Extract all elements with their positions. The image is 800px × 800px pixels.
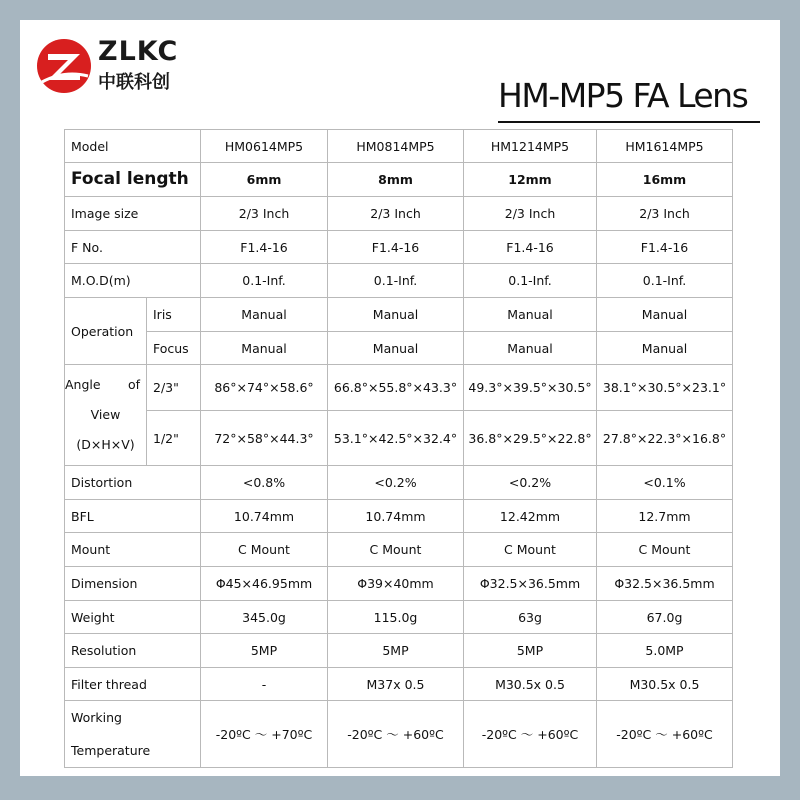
row-label: Image size (65, 197, 201, 231)
angle-label-view: View (90, 407, 121, 422)
table-row-working-temperature (65, 701, 733, 768)
table-cell: 0.1-Inf. (328, 264, 464, 298)
row-label: Weight (65, 601, 201, 634)
table-cell: <0.8% (201, 466, 328, 500)
table-cell: 67.0g (597, 601, 733, 634)
table-cell: Φ45×46.95mm (201, 567, 328, 601)
angle-label-dhv: (D×H×V) (76, 437, 135, 452)
table-cell: Manual (464, 332, 597, 365)
table-row-resolution (65, 634, 733, 668)
table-cell: 6mm (201, 163, 328, 197)
table-row-focus (65, 332, 733, 365)
table-cell: M30.5x 0.5 (597, 668, 733, 701)
row-label: Mount (65, 533, 201, 567)
table-cell: 66.8°×55.8°×43.3° (328, 365, 464, 411)
table-row-focal (65, 163, 733, 197)
row-label: Focal length (65, 163, 201, 197)
table-row-filter (65, 668, 733, 701)
table-cell: 36.8°×29.5°×22.8° (464, 411, 597, 466)
table-cell: 0.1-Inf. (201, 264, 328, 298)
table-cell: 63g (464, 601, 597, 634)
table-row-iris (65, 298, 733, 332)
table-cell: F1.4-16 (328, 231, 464, 264)
angle-label-of: of (127, 377, 140, 392)
table-cell: <0.2% (328, 466, 464, 500)
row-label: Filter thread (65, 668, 201, 701)
table-cell: 5MP (464, 634, 597, 668)
table-cell: 12.42mm (464, 500, 597, 533)
table-cell: -20ºC ～ +60ºC (464, 701, 597, 768)
table-cell: 16mm (597, 163, 733, 197)
table-cell: M30.5x 0.5 (464, 668, 597, 701)
row-label: Distortion (65, 466, 201, 500)
table-cell: HM1614MP5 (597, 130, 733, 163)
table-row-mount (65, 533, 733, 567)
table-cell: 5MP (201, 634, 328, 668)
table-cell: 12mm (464, 163, 597, 197)
row-label: Model (65, 130, 201, 163)
table-cell: 115.0g (328, 601, 464, 634)
sub-label: Iris (147, 298, 201, 332)
table-cell: 5MP (328, 634, 464, 668)
table-cell: Φ32.5×36.5mm (464, 567, 597, 601)
table-cell: Manual (328, 298, 464, 332)
table-cell: - (201, 668, 328, 701)
spec-sheet (20, 20, 780, 776)
table-cell: 10.74mm (328, 500, 464, 533)
angle-label-word: Angle (65, 377, 101, 392)
row-label: Operation (65, 298, 147, 365)
row-label: BFL (65, 500, 201, 533)
table-cell: M37x 0.5 (328, 668, 464, 701)
table-cell: C Mount (597, 533, 733, 567)
working-label-line1: Working (71, 710, 122, 725)
row-label: F No. (65, 231, 201, 264)
table-cell: 2/3 Inch (201, 197, 328, 231)
table-cell: C Mount (464, 533, 597, 567)
sub-label: 1/2" (147, 411, 201, 466)
table-cell: 49.3°×39.5°×30.5° (464, 365, 597, 411)
table-cell: 38.1°×30.5°×23.1° (597, 365, 733, 411)
table-cell: 72°×58°×44.3° (201, 411, 328, 466)
table-cell: 12.7mm (597, 500, 733, 533)
table-cell: -20ºC ～ +70ºC (201, 701, 328, 768)
table-row-distortion (65, 466, 733, 500)
table-cell: F1.4-16 (201, 231, 328, 264)
table-row-angle-23 (65, 365, 733, 411)
table-cell: <0.2% (464, 466, 597, 500)
table-row-weight (65, 601, 733, 634)
table-row-image-size (65, 197, 733, 231)
table-cell: -20ºC ～ +60ºC (597, 701, 733, 768)
table-row-model (65, 130, 733, 163)
table-cell: 2/3 Inch (597, 197, 733, 231)
table-cell: 345.0g (201, 601, 328, 634)
table-row-angle-12 (65, 411, 733, 466)
table-cell: C Mount (201, 533, 328, 567)
brand-logo (34, 36, 204, 96)
row-label: Resolution (65, 634, 201, 668)
table-cell: Manual (201, 332, 328, 365)
table-cell: 10.74mm (201, 500, 328, 533)
zlkc-logo-icon (34, 36, 94, 96)
table-row-bfl (65, 500, 733, 533)
sub-label: 2/3" (147, 365, 201, 411)
table-cell: Φ39×40mm (328, 567, 464, 601)
spec-table (64, 129, 733, 768)
table-cell: HM0614MP5 (201, 130, 328, 163)
table-cell: 2/3 Inch (328, 197, 464, 231)
working-label-line2: Temperature (71, 743, 151, 758)
table-cell: 53.1°×42.5°×32.4° (328, 411, 464, 466)
table-cell: F1.4-16 (464, 231, 597, 264)
row-label-working-temperature (65, 701, 201, 768)
title-underline (498, 121, 760, 123)
table-cell: 86°×74°×58.6° (201, 365, 328, 411)
table-cell: Manual (464, 298, 597, 332)
row-label-angle-of-view (65, 365, 147, 466)
table-cell: -20ºC ～ +60ºC (328, 701, 464, 768)
table-cell: 8mm (328, 163, 464, 197)
table-cell: <0.1% (597, 466, 733, 500)
table-row-dimension (65, 567, 733, 601)
table-cell: Φ32.5×36.5mm (597, 567, 733, 601)
page-title: HM-MP5 FA Lens (498, 76, 748, 115)
table-cell: Manual (328, 332, 464, 365)
sub-label: Focus (147, 332, 201, 365)
table-cell: Manual (597, 332, 733, 365)
table-cell: C Mount (328, 533, 464, 567)
table-cell: HM0814MP5 (328, 130, 464, 163)
table-cell: HM1214MP5 (464, 130, 597, 163)
brand-name-en: ZLKC (98, 36, 179, 67)
table-cell: F1.4-16 (597, 231, 733, 264)
table-row-mod (65, 264, 733, 298)
table-cell: 0.1-Inf. (464, 264, 597, 298)
table-cell: 27.8°×22.3°×16.8° (597, 411, 733, 466)
row-label: M.O.D(m) (65, 264, 201, 298)
table-cell: Manual (597, 298, 733, 332)
table-row-fno (65, 231, 733, 264)
table-cell: 5.0MP (597, 634, 733, 668)
row-label: Dimension (65, 567, 201, 601)
table-cell: 0.1-Inf. (597, 264, 733, 298)
table-cell: Manual (201, 298, 328, 332)
table-cell: 2/3 Inch (464, 197, 597, 231)
brand-name-cn: 中联科创 (98, 72, 170, 93)
